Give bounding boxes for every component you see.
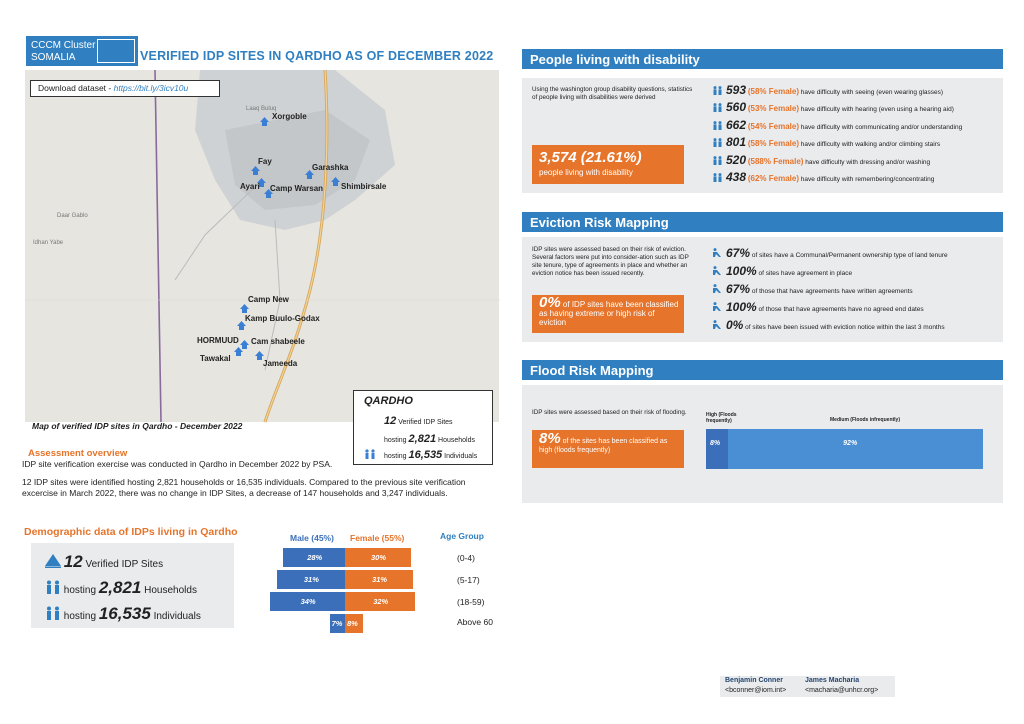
- eviction-header: Eviction Risk Mapping: [522, 212, 1003, 232]
- idp-site-icon: [234, 347, 243, 356]
- flood-medium-label: Medium (Floods infrequently): [830, 417, 900, 423]
- disability-female-pct: (62% Female): [747, 174, 799, 183]
- site-label-kamp-buulo-godax: Kamp Buulo-Godax: [245, 314, 320, 323]
- disability-stat-row: [712, 170, 934, 184]
- demo-individuals-row: hosting 16,535 Individuals: [45, 604, 201, 624]
- download-url[interactable]: https://bit.ly/3icv10u: [113, 83, 189, 93]
- eviction-value: 0%: [726, 318, 744, 332]
- eviction-person-icon: [712, 302, 723, 311]
- people-icon: [712, 86, 723, 95]
- eviction-person-icon: [712, 266, 723, 275]
- site-label-tawakal: Tawakal: [200, 354, 231, 363]
- site-label-ayari: Ayari: [240, 182, 260, 191]
- eviction-description: of those that have agreements have written agreements: [751, 288, 913, 295]
- disability-intro: Using the washington group disability questions, statistics of people living with disabilities were derived: [532, 86, 693, 101]
- family-icon: [45, 580, 61, 594]
- eviction-headline-text: 0% of IDP sites have been classified as having extreme or high risk of eviction: [539, 294, 679, 327]
- disability-count: 662: [726, 117, 747, 132]
- disability-description: have difficulty with walking and/or climbing stairs: [800, 141, 941, 149]
- credits-box: [720, 676, 895, 697]
- age-group-label: (5-17): [457, 575, 480, 585]
- site-label-camp-warsan: Camp Warsan: [270, 184, 324, 193]
- age-group-label: (18-59): [457, 597, 485, 607]
- flood-panel: [522, 385, 1003, 503]
- idp-site-icon: [251, 166, 260, 175]
- demographic-summary-box: [31, 543, 234, 628]
- flood-header: Flood Risk Mapping: [522, 360, 1003, 380]
- eviction-description: of sites have been issued with eviction notice within the last 3 months: [745, 324, 945, 331]
- female-bar: [345, 614, 363, 633]
- disability-headline: 3,574 (21.61%): [539, 149, 642, 166]
- eviction-person-icon: [712, 320, 723, 329]
- male-header: Male (45%): [290, 533, 334, 543]
- overview-title: Assessment overview: [28, 448, 128, 459]
- site-label-garashka: Garashka: [312, 163, 349, 172]
- eviction-stat-row: [712, 264, 852, 278]
- flood-medium-value: 92%: [843, 440, 858, 447]
- eviction-stat-row: [712, 282, 913, 296]
- disability-stat-row: [712, 100, 954, 114]
- credit-name-2: James Macharia: [805, 677, 860, 684]
- eviction-headline-box: [532, 295, 684, 333]
- flood-headline-text: 8% of the sites has been classified as high (floods frequently): [539, 430, 668, 454]
- download-dataset-link[interactable]: [30, 80, 220, 97]
- site-label-fay: Fay: [258, 157, 272, 166]
- people-icon: [712, 173, 723, 182]
- male-bar: [283, 548, 345, 567]
- overview-paragraph-2: 12 IDP sites were identified hosting 2,821 households or 16,535 individuals. Compared to the previous site verification excercise in March 2022, there was no change in IDP Sites, a decrease of 147 households and 3,247 individuals.: [22, 477, 466, 498]
- disability-description: have difficulty with remembering/concentrating: [800, 176, 935, 183]
- page-title: VERIFIED IDP SITES IN QARDHO AS OF DECEMBER 2022: [140, 49, 494, 63]
- female-bar-label: 8%: [347, 619, 358, 628]
- people-icon: [45, 606, 61, 620]
- flood-medium-segment: [728, 429, 983, 469]
- eviction-stat-row: [712, 246, 948, 260]
- female-bar: [345, 570, 413, 589]
- female-bar-label: 32%: [373, 597, 389, 606]
- disability-count: 520: [726, 152, 747, 167]
- eviction-person-icon: [712, 248, 723, 257]
- age-group-label: Above 60: [457, 617, 493, 627]
- flood-headline-box: [532, 430, 684, 468]
- flood-high-value: 8%: [710, 440, 721, 447]
- tent-icon: [45, 554, 61, 568]
- people-icon: [712, 138, 723, 147]
- eviction-person-icon: [712, 284, 723, 293]
- qardho-summary-title: QARDHO: [364, 395, 413, 407]
- logo-line2: SOMALIA: [31, 52, 76, 63]
- site-label-shimbirsale: Shimbirsale: [341, 182, 387, 191]
- male-bar-label: 34%: [300, 597, 316, 606]
- male-bar: [330, 614, 345, 633]
- disability-female-pct: (588% Female): [747, 156, 804, 166]
- qardho-summary-box: [353, 390, 493, 465]
- site-label-jameeda: Jameeda: [263, 359, 298, 368]
- demo-households-row: hosting 2,821 Households: [45, 578, 197, 598]
- disability-description: have difficulty with dressing and/or washing: [805, 158, 931, 166]
- disability-count: 801: [726, 135, 747, 150]
- eviction-value: 100%: [726, 264, 757, 278]
- male-bar-label: 28%: [307, 553, 323, 562]
- disability-female-pct: (58% Female): [747, 87, 799, 96]
- map-caption: Map of verified IDP sites in Qardho - December 2022: [32, 421, 243, 431]
- disability-stat-row: [712, 135, 940, 149]
- people-icon: [364, 449, 376, 459]
- disability-header: People living with disability: [522, 49, 1003, 69]
- eviction-description: of sites have a Communal/Permanent ownership type of land tenure: [751, 252, 948, 259]
- disability-count: 593: [726, 83, 747, 97]
- disability-count: 438: [726, 170, 747, 184]
- overview-paragraph-1: IDP site verification exercise was conducted in Qardho in December 2022 by PSA.: [22, 459, 333, 469]
- disability-female-pct: (53% Female): [747, 104, 799, 114]
- disability-description: have difficulty with communicating and/or understanding: [800, 123, 963, 131]
- eviction-value: 67%: [726, 246, 751, 260]
- credit-email-2[interactable]: <macharia@unhcr.org>: [805, 687, 879, 694]
- disability-headline-sub: people living with disability: [539, 168, 633, 177]
- summary-sites-row: 12 Verified IDP Sites: [384, 415, 453, 427]
- disability-count: 560: [726, 100, 747, 115]
- eviction-stat-row: [712, 300, 924, 314]
- age-group-label: (0-4): [457, 553, 475, 563]
- people-icon: [712, 103, 723, 112]
- disability-stat-row: [712, 118, 962, 132]
- disability-stat-row: [712, 83, 943, 97]
- demo-sites-row: 12 Verified IDP Sites: [45, 552, 163, 572]
- site-label-hormuud: HORMUUD: [197, 336, 239, 345]
- credit-email-1[interactable]: <bconner@iom.int>: [725, 687, 787, 694]
- flood-high-segment: [706, 429, 728, 469]
- idp-site-icon: [240, 304, 249, 313]
- demographic-title: Demographic data of IDPs living in Qardho: [24, 526, 238, 538]
- eviction-description: of sites have agreement in place: [758, 270, 853, 277]
- credit-name-1: Benjamin Conner: [725, 677, 783, 684]
- eviction-value: 67%: [726, 282, 751, 296]
- site-label-cam-shabeele: Cam shabeele: [251, 337, 305, 346]
- eviction-value: 100%: [726, 300, 757, 314]
- site-label-xorgoble: Xorgoble: [272, 112, 307, 121]
- male-bar: [277, 570, 345, 589]
- female-header: Female (55%): [350, 533, 405, 543]
- cccm-logo: [26, 36, 138, 66]
- map-place-label: Daar Gablo: [57, 213, 88, 219]
- disability-female-pct: (54% Female): [747, 121, 799, 131]
- eviction-intro: IDP sites were assessed based on their risk of eviction. Several factors were put into consider-ation such as IDP site tenure, type of agreements in place and whether an eviction notice has been issued recently.: [532, 246, 689, 277]
- summary-households-row: hosting 2,821 Households: [384, 433, 475, 445]
- eviction-description: of those that have agreements have no agreed end dates: [758, 306, 924, 313]
- map-place-label: Laaq Buluq: [246, 106, 277, 112]
- idp-site-icon: [331, 177, 340, 186]
- idp-site-icon: [260, 117, 269, 126]
- disability-headline-box: [532, 145, 684, 184]
- flood-intro: IDP sites were assessed based on their risk of flooding.: [532, 409, 687, 416]
- site-label-camp-new: Camp New: [248, 295, 289, 304]
- female-bar: [345, 548, 411, 567]
- logo-line1: CCCM Cluster: [31, 40, 96, 51]
- female-bar-label: 30%: [371, 553, 387, 562]
- male-bar-label: 7%: [331, 619, 343, 628]
- disability-description: have difficulty with seeing (even wearing glasses): [800, 89, 944, 96]
- age-group-header: Age Group: [440, 531, 484, 541]
- disability-stat-row: [712, 153, 930, 167]
- disability-description: have difficulty with hearing (even using a hearing aid): [800, 106, 954, 114]
- download-label: Download dataset -: [38, 83, 114, 93]
- flood-high-label: High (Floods frequently): [706, 412, 737, 424]
- female-bar: [345, 592, 415, 611]
- cluster-emblem-icon: [97, 39, 135, 63]
- people-icon: [712, 156, 723, 165]
- people-icon: [712, 121, 723, 130]
- summary-individuals-row: hosting 16,535 Individuals: [384, 449, 477, 461]
- map-place-label: Idhan Yabe: [33, 240, 64, 246]
- male-bar: [270, 592, 345, 611]
- male-bar-label: 31%: [303, 575, 319, 584]
- eviction-stat-row: [712, 318, 945, 332]
- disability-female-pct: (58% Female): [747, 139, 799, 149]
- female-bar-label: 31%: [372, 575, 388, 584]
- flood-risk-bar: [706, 429, 983, 469]
